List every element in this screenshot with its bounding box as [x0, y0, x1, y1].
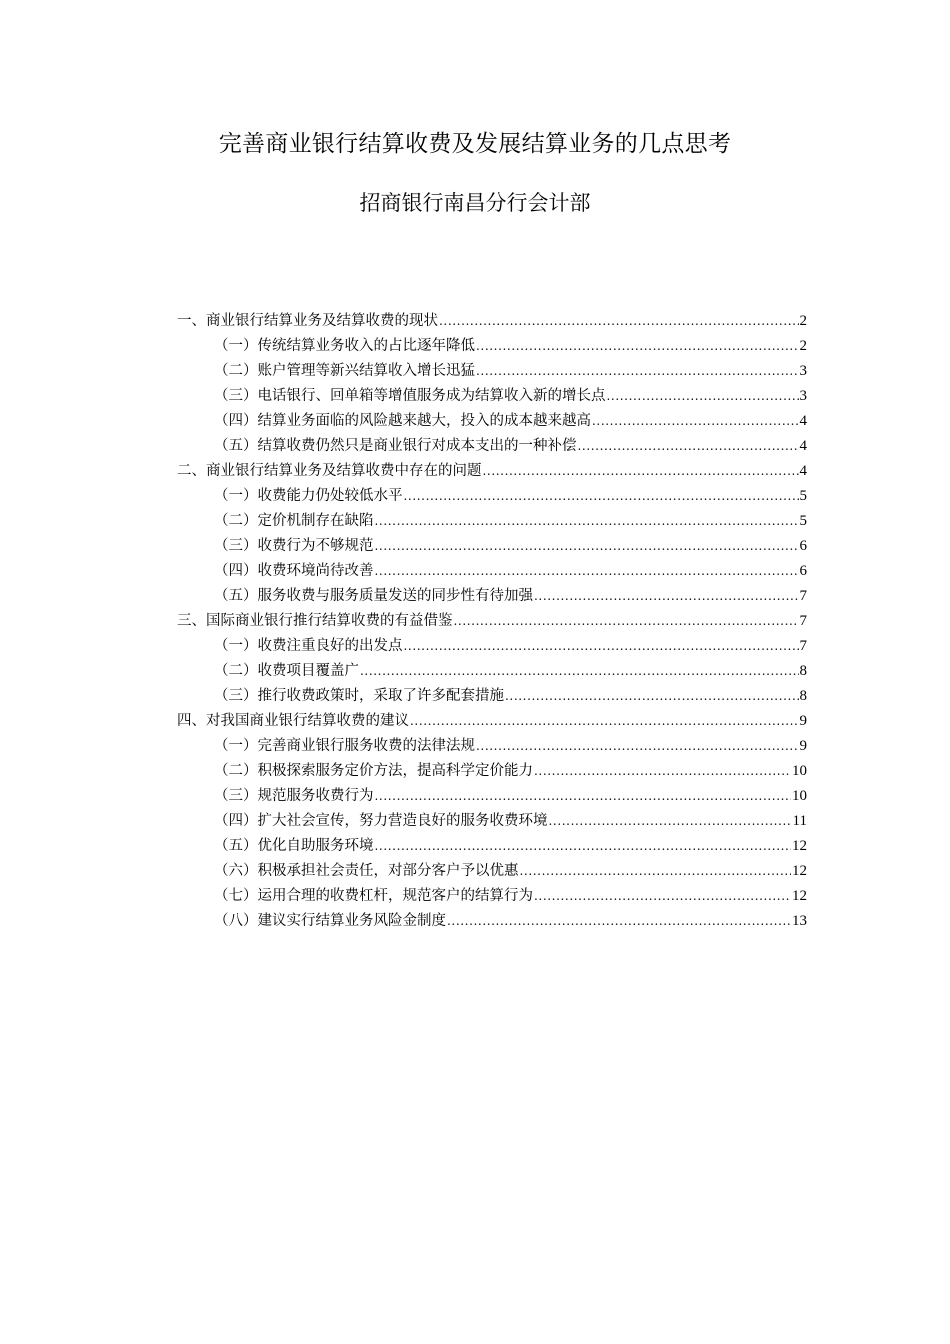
toc-page-number: 12 [792, 888, 807, 904]
toc-page-number: 7 [799, 588, 807, 604]
toc-subsection-entry[interactable] [177, 534, 807, 559]
toc-entry-text: （三）规范服务收费行为 [214, 788, 374, 804]
table-of-contents [177, 309, 807, 934]
toc-entry-text: （二）收费项目覆盖广 [214, 663, 359, 679]
toc-page-number: 7 [799, 638, 807, 654]
toc-page-number: 10 [792, 763, 807, 779]
toc-page-number: 3 [799, 388, 807, 404]
toc-subsection-entry[interactable] [177, 784, 807, 809]
toc-page-number: 11 [792, 813, 807, 829]
toc-subsection-entry[interactable] [177, 684, 807, 709]
toc-section-entry[interactable] [177, 609, 807, 634]
toc-entry-text: （三）收费行为不够规范 [214, 538, 374, 554]
toc-dot-leader [520, 859, 792, 884]
toc-subsection-entry[interactable] [177, 559, 807, 584]
toc-page-number: 8 [799, 688, 807, 704]
toc-dot-leader [534, 884, 791, 909]
toc-entry-text: 四、对我国商业银行结算收费的建议 [177, 713, 409, 729]
toc-entry-text: （五）结算收费仍然只是商业银行对成本支出的一种补偿 [214, 438, 577, 454]
toc-subsection-entry[interactable] [177, 634, 807, 659]
toc-dot-leader [375, 784, 792, 809]
toc-subsection-entry[interactable] [177, 759, 807, 784]
toc-page-number: 5 [799, 513, 807, 529]
toc-subsection-entry[interactable] [177, 334, 807, 359]
toc-entry-text: （六）积极承担社会责任，对部分客户予以优惠 [214, 863, 519, 879]
toc-entry-text: （五）优化自助服务环境 [214, 838, 374, 854]
toc-page-number: 9 [799, 738, 807, 754]
toc-subsection-entry[interactable] [177, 484, 807, 509]
toc-dot-leader [578, 434, 799, 459]
toc-entry-text: （二）账户管理等新兴结算收入增长迅猛 [214, 363, 475, 379]
toc-subsection-entry[interactable] [177, 384, 807, 409]
toc-page-number: 6 [799, 563, 807, 579]
toc-subsection-entry[interactable] [177, 834, 807, 859]
toc-page-number: 10 [792, 788, 807, 804]
toc-dot-leader [375, 834, 792, 859]
toc-dot-leader [592, 409, 799, 434]
toc-entry-text: 一、商业银行结算业务及结算收费的现状 [177, 313, 438, 329]
toc-page-number: 4 [799, 438, 807, 454]
toc-page-number: 6 [799, 538, 807, 554]
toc-section-entry[interactable] [177, 309, 807, 334]
toc-dot-leader [607, 384, 799, 409]
toc-page-number: 12 [792, 838, 807, 854]
toc-entry-text: （三）电话银行、回单箱等增值服务成为结算收入新的增长点 [214, 388, 606, 404]
toc-entry-text: （三）推行收费政策时，采取了许多配套措施 [214, 688, 504, 704]
toc-dot-leader [375, 559, 799, 584]
toc-dot-leader [476, 334, 799, 359]
toc-entry-text: （四）扩大社会宣传，努力营造良好的服务收费环境 [214, 813, 548, 829]
toc-subsection-entry[interactable] [177, 509, 807, 534]
toc-page-number: 4 [799, 463, 807, 479]
toc-page-number: 2 [799, 313, 807, 329]
toc-subsection-entry[interactable] [177, 884, 807, 909]
toc-subsection-entry[interactable] [177, 584, 807, 609]
toc-dot-leader [476, 359, 799, 384]
toc-page-number: 9 [799, 713, 807, 729]
toc-page-number: 2 [799, 338, 807, 354]
toc-entry-text: 三、国际商业银行推行结算收费的有益借鉴 [177, 613, 453, 629]
toc-page-number: 5 [799, 488, 807, 504]
toc-entry-text: （一）收费能力仍处较低水平 [214, 488, 403, 504]
toc-entry-text: （二）积极探索服务定价方法，提高科学定价能力 [214, 763, 533, 779]
toc-dot-leader [410, 709, 799, 734]
toc-page-number: 3 [799, 363, 807, 379]
toc-dot-leader [375, 534, 799, 559]
toc-dot-leader [476, 734, 799, 759]
toc-page-number: 8 [799, 663, 807, 679]
document-title: 完善商业银行结算收费及发展结算业务的几点思考 [218, 131, 732, 157]
toc-dot-leader [534, 759, 791, 784]
toc-dot-leader [447, 909, 791, 934]
toc-dot-leader [534, 584, 799, 609]
toc-entry-text: 二、商业银行结算业务及结算收费中存在的问题 [177, 463, 482, 479]
toc-entry-text: （五）服务收费与服务质量发送的同步性有待加强 [214, 588, 533, 604]
document-author: 招商银行南昌分行会计部 [359, 191, 591, 215]
toc-entry-text: （七）运用合理的收费杠杆，规范客户的结算行为 [214, 888, 533, 904]
toc-section-entry[interactable] [177, 459, 807, 484]
toc-subsection-entry[interactable] [177, 859, 807, 884]
toc-subsection-entry[interactable] [177, 809, 807, 834]
toc-dot-leader [375, 509, 799, 534]
toc-entry-text: （四）结算业务面临的风险越来越大，投入的成本越来越高 [214, 413, 591, 429]
toc-dot-leader [454, 609, 799, 634]
toc-dot-leader [404, 634, 799, 659]
toc-page-number: 4 [799, 413, 807, 429]
toc-entry-text: （四）收费环境尚待改善 [214, 563, 374, 579]
toc-page-number: 7 [799, 613, 807, 629]
toc-subsection-entry[interactable] [177, 734, 807, 759]
toc-subsection-entry[interactable] [177, 659, 807, 684]
toc-entry-text: （二）定价机制存在缺陷 [214, 513, 374, 529]
toc-dot-leader [483, 459, 799, 484]
toc-entry-text: （一）传统结算业务收入的占比逐年降低 [214, 338, 475, 354]
toc-subsection-entry[interactable] [177, 359, 807, 384]
toc-dot-leader [404, 484, 799, 509]
toc-dot-leader [505, 684, 799, 709]
toc-subsection-entry[interactable] [177, 434, 807, 459]
toc-page-number: 12 [792, 863, 807, 879]
toc-section-entry[interactable] [177, 709, 807, 734]
toc-entry-text: （八）建议实行结算业务风险金制度 [214, 913, 446, 929]
toc-dot-leader [439, 309, 799, 334]
toc-subsection-entry[interactable] [177, 409, 807, 434]
toc-dot-leader [360, 659, 799, 684]
toc-entry-text: （一）完善商业银行服务收费的法律法规 [214, 738, 475, 754]
toc-dot-leader [549, 809, 792, 834]
toc-subsection-entry[interactable] [177, 909, 807, 934]
toc-page-number: 13 [792, 913, 807, 929]
toc-entry-text: （一）收费注重良好的出发点 [214, 638, 403, 654]
